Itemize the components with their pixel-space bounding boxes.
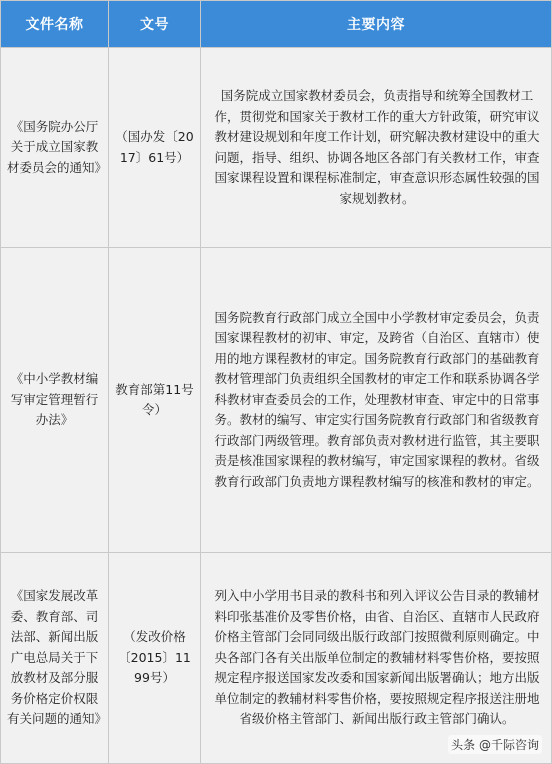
doc-number-cell [109,553,201,764]
content-text: 国务院成立国家教材委员会，负责指导和统筹全国教材工作，贯彻党和国家关于教材工作的重大方针政策，研究审议教材建设规划和年度工作计划，研究解决教材建设中的重大问题，指导、组织、协调各地区各部门有关教材工作，审查国家课程设置和课程标准制定，审查意识形态属性较强的国家规划教材。 [214,88,540,206]
source-watermark [448,735,542,754]
file-name-text: 《国务院办公厅关于成立国家教材委员会的通知》 [7,118,108,175]
table-row [1,553,552,764]
doc-number-text: （发改价格〔2015〕1199号） [118,629,191,686]
content-cell [201,553,552,764]
file-name-text: 《中小学教材编写审定管理暂行办法》 [10,371,99,428]
content-cell [201,48,552,248]
header-doc-number: 文号 [109,1,201,48]
table-row [1,248,552,553]
doc-number-text: 教育部第11号令） [115,381,194,417]
content-cell [201,248,552,553]
table-header-row [1,1,552,48]
header-file-name: 文件名称 [1,1,109,48]
file-name-cell [1,48,109,248]
file-name-cell [1,553,109,764]
header-main-content: 主要内容 [201,1,552,48]
doc-number-cell [109,248,201,553]
doc-number-cell [109,48,201,248]
file-name-cell [1,248,109,553]
table-row [1,48,552,248]
content-text: 列入中小学用书目录的教科书和列入评议公告目录的教辅材料印张基准价及零售价格，由省、自治区、直辖市人民政府价格主管部门会同同级出版行政部门按照微利原则确定。中央各部门各有关出版单位制定的教辅材料零售价格，要按照规定程序报送国家发改委和国家新闻出版署确认；地方出版单位制定的教辅材料零售价格，要按照规定程序报送注册地省级价格主管部门、新闻出版行政主管部门确认。 [214,588,540,727]
content-text: 国务院教育行政部门成立全国中小学教材审定委员会，负责国家课程教材的初审、审定，及跨省（自治区、直辖市）使用的地方课程教材的审定。国务院教育行政部门的基础教育教材管理部门负责组织全国教材的审定工作和联系协调各学科教材审查委员会的工作，处理教材审查、审定中的日常事务。教材的编写、审定实行国务院教育行政部门和省级教育行政部门两级管理。教育部负责对教材进行监管，其主要职责是核准国家课程的教材编写，审定国家课程的教材。省级教育行政部门负责地方课程教材编写的核准和教材的审定。 [214,309,540,489]
doc-number-text: （国办发〔2017〕61号） [115,129,194,165]
file-name-text: 《国家发展改革委、教育部、司法部、新闻出版广电总局关于下放教材及部分服务价格定价权限有关问题的通知》 [7,588,108,727]
source-label: 头条 @千际咨询 [451,738,539,752]
